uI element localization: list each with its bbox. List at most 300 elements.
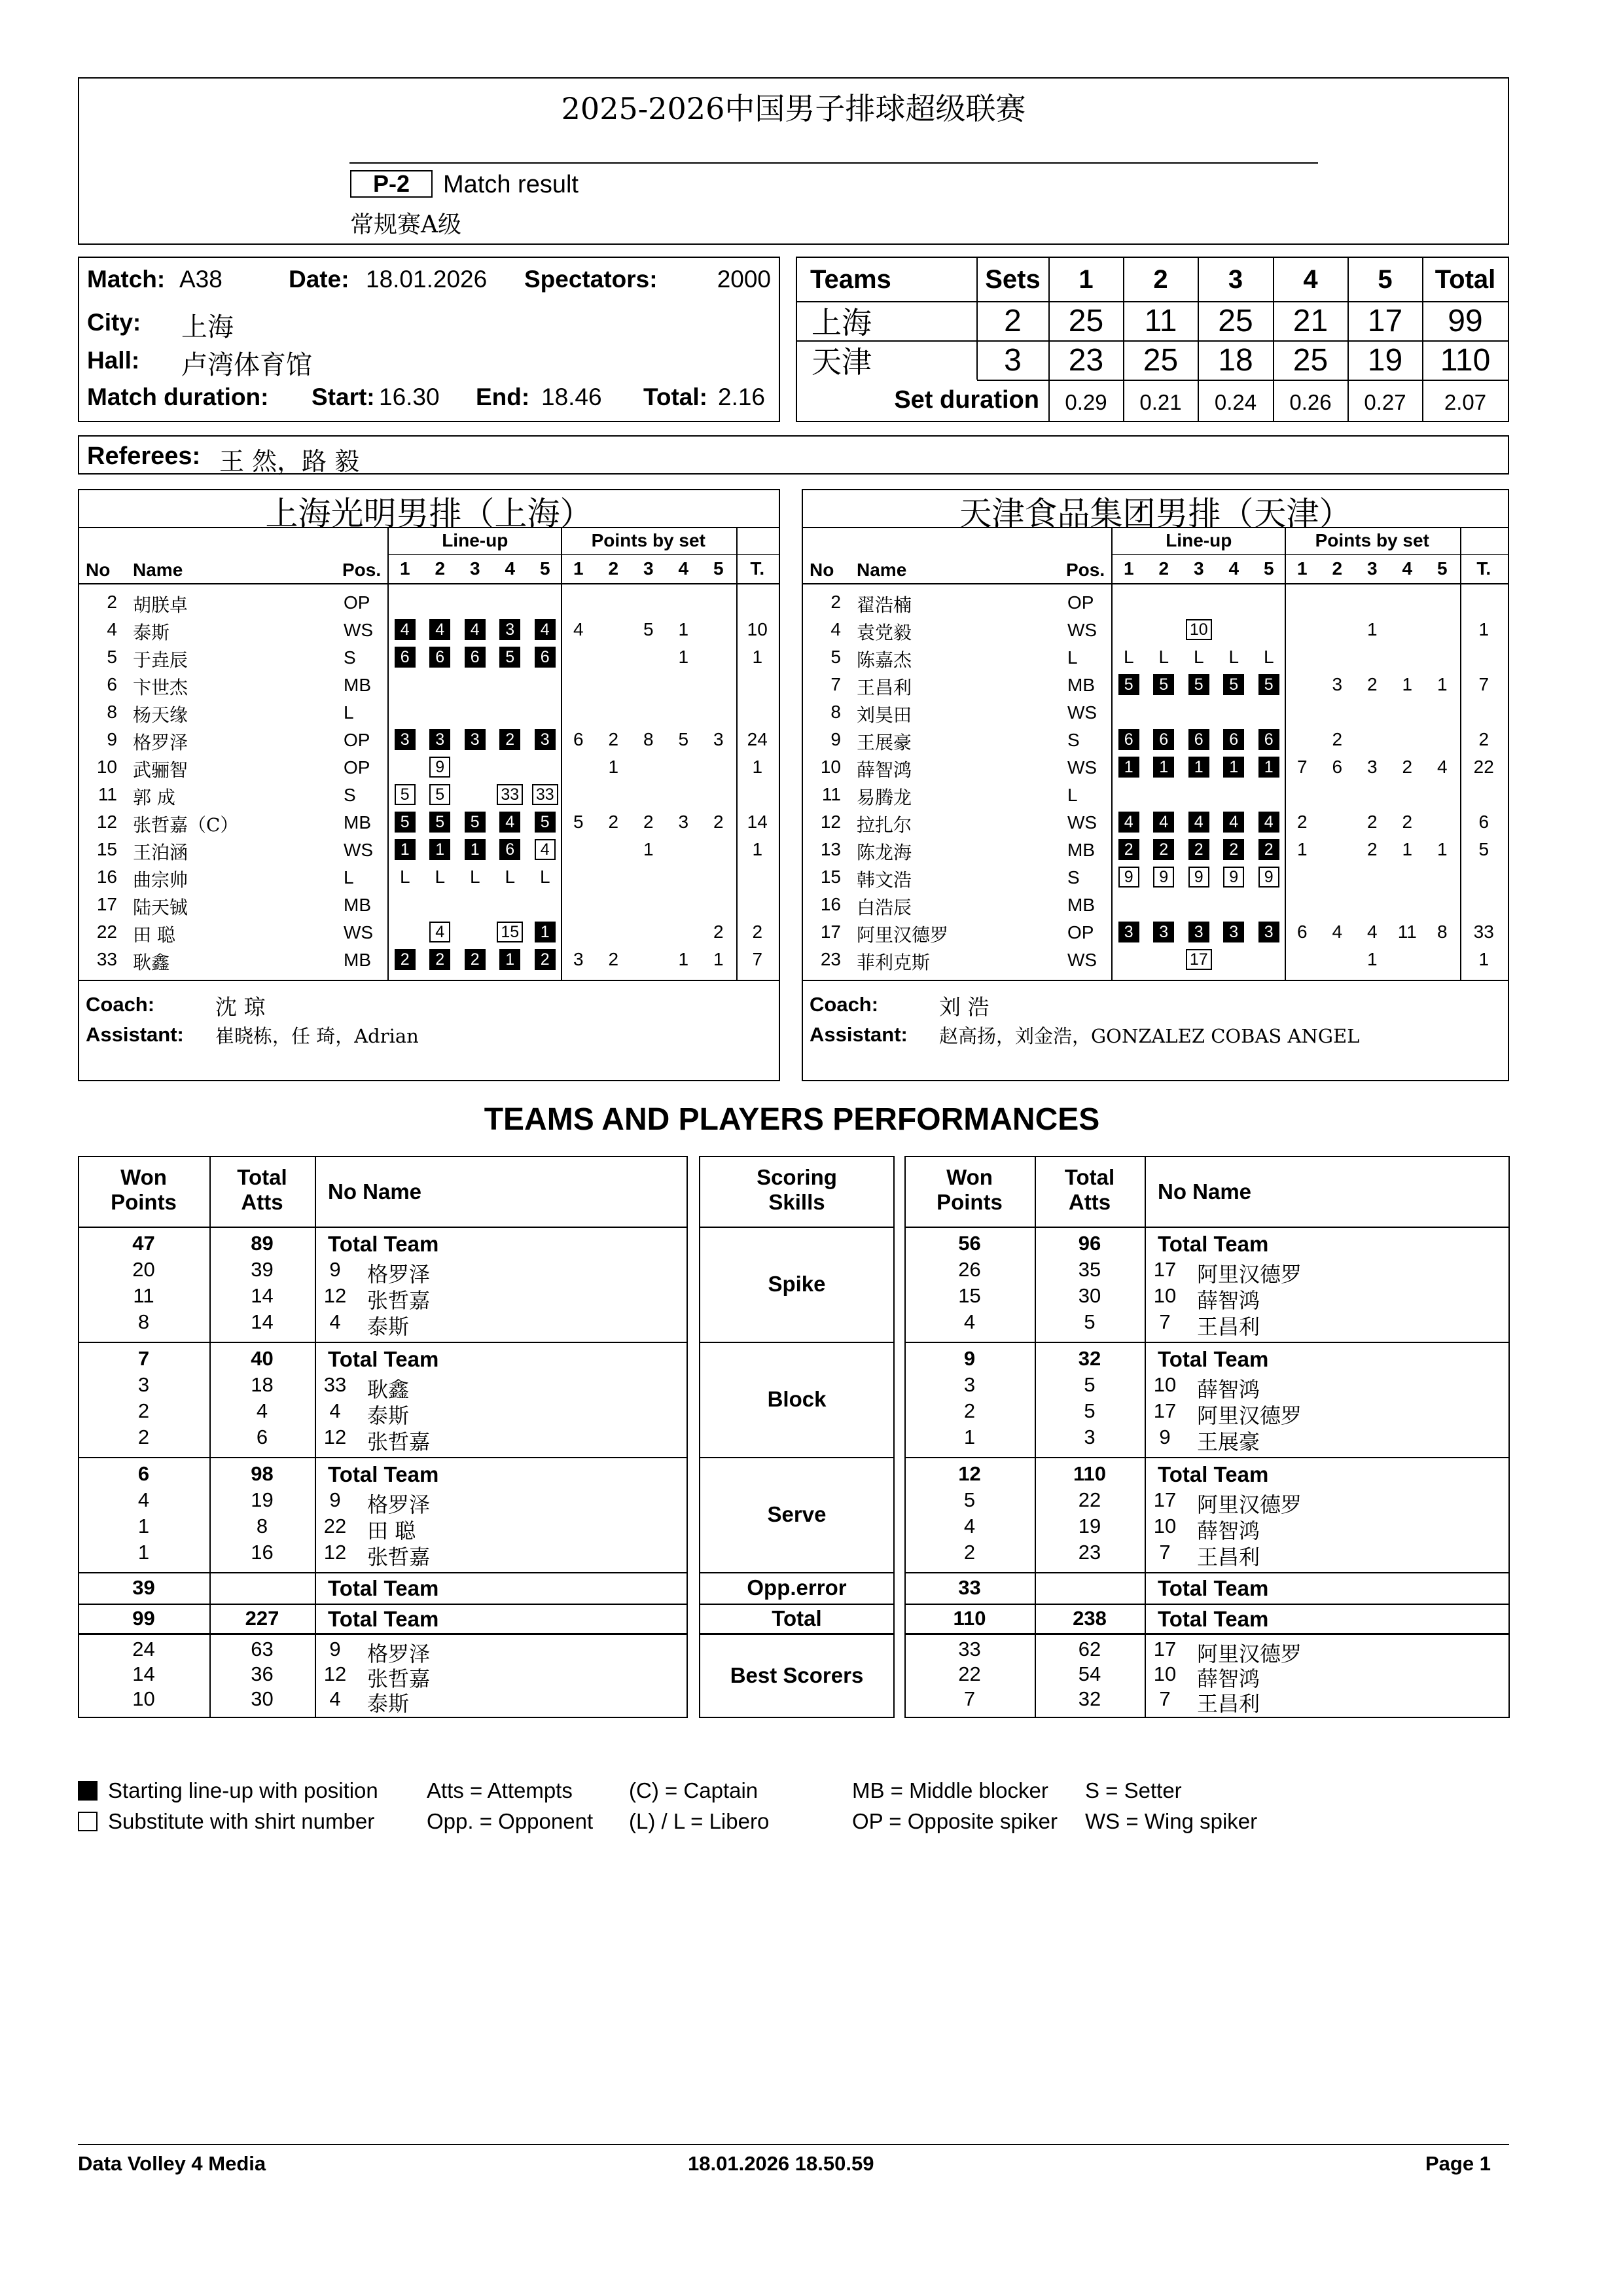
score-header-teams: Teams <box>810 264 891 294</box>
perf-rule <box>78 1457 688 1458</box>
set-duration-1: 0.29 <box>1065 390 1107 414</box>
player-pos: L <box>344 702 354 723</box>
lineup-starter-mark: 6 <box>395 647 416 668</box>
perf-player-atts: 4 <box>256 1399 268 1422</box>
player-name: 易腾龙 <box>857 787 912 808</box>
assistant-names: 赵高扬，刘金浩，GONZALEZ COBAS ANGEL <box>939 1025 1360 1047</box>
perf-player-won: 11 <box>133 1284 154 1307</box>
perf-player-no: 9 <box>329 1488 341 1511</box>
start-value: 16.30 <box>379 384 440 410</box>
legend-filled-square <box>78 1781 98 1801</box>
player-name: 武骊智 <box>133 759 188 781</box>
best-scorer-atts: 62 <box>1078 1638 1101 1660</box>
lineup-libero: L <box>539 867 550 887</box>
lineup-libero: L <box>1263 647 1274 667</box>
score-2-total: 110 <box>1440 342 1491 378</box>
player-pos: OP <box>344 757 370 778</box>
lineup-starter-mark: 5 <box>429 812 450 833</box>
lineup-starter-mark: 6 <box>1118 729 1139 750</box>
perf-col-noname-home: No Name <box>328 1179 422 1204</box>
doc-title: Match result <box>443 171 579 198</box>
player-set-points: 2 <box>643 812 654 832</box>
player-set-points: 6 <box>1296 922 1308 942</box>
lineup-header: Line-up <box>442 530 508 550</box>
lineup-sub-mark: 9 <box>1188 867 1209 888</box>
perf-player-name: 田 聪 <box>367 1518 416 1543</box>
player-no: 10 <box>820 757 841 777</box>
perf-total-label-away: Total Team <box>1158 1607 1269 1631</box>
perf-player-no: 4 <box>329 1399 341 1422</box>
footer-rule <box>78 2144 1509 2145</box>
perf-skill-spike: Spike <box>768 1272 826 1296</box>
player-set-points: 6 <box>573 729 584 749</box>
player-set-points: 3 <box>1332 674 1343 694</box>
set-duration-label: Set duration <box>894 386 1039 414</box>
player-set-points: 2 <box>1366 812 1378 832</box>
assistant-label: Assistant: <box>810 1023 908 1046</box>
perf-player-name: 阿里汉德罗 <box>1197 1403 1302 1428</box>
col-points-3: 3 <box>643 558 654 579</box>
perf-player-atts: 14 <box>251 1310 274 1333</box>
roster-team-name: 天津食品集团男排（天津） <box>959 495 1352 533</box>
referees-label: Referees: <box>87 442 201 470</box>
col-points-1: 1 <box>1296 558 1308 579</box>
best-scorer-no: 4 <box>329 1687 341 1710</box>
lineup-starter-mark: 1 <box>535 922 556 942</box>
best-scorer-won: 7 <box>963 1687 976 1710</box>
player-set-points: 1 <box>643 839 654 859</box>
lineup-starter-mark: 3 <box>1153 922 1174 942</box>
score-2-set5: 19 <box>1367 342 1403 378</box>
player-total: 2 <box>752 922 763 942</box>
lineup-starter-mark: 3 <box>1258 922 1279 942</box>
player-pos: L <box>1067 785 1078 805</box>
player-total: 7 <box>752 949 763 969</box>
lineup-libero: L <box>1123 647 1134 667</box>
lineup-sub-mark: 9 <box>429 757 450 778</box>
player-pos: WS <box>1067 702 1097 723</box>
roster-team-name: 上海光明男排（上海） <box>265 495 593 533</box>
footer-software: Data Volley 4 Media <box>78 2152 266 2175</box>
best-scorer-atts: 36 <box>251 1662 274 1685</box>
col-total: T. <box>750 558 765 579</box>
legend-opp: Opp. = Opponent <box>427 1809 594 1833</box>
perf-player-name: 阿里汉德罗 <box>1197 1492 1302 1517</box>
player-pos: S <box>1067 867 1080 888</box>
perf-player-atts: 16 <box>251 1541 274 1564</box>
col-total: T. <box>1476 558 1491 579</box>
player-set-points: 2 <box>608 729 619 749</box>
city-label: City: <box>87 309 141 336</box>
lineup-starter-mark: 1 <box>1223 757 1244 778</box>
coach-name: 刘 浩 <box>939 994 990 1020</box>
player-pos: WS <box>344 922 374 942</box>
player-name: 韩文浩 <box>857 869 912 891</box>
league-title: 2025-2026中国男子排球超级联赛 <box>561 91 1026 126</box>
lineup-sub-mark: 9 <box>1153 867 1174 888</box>
score-team-1: 上海 <box>812 305 872 340</box>
lineup-starter-mark: 6 <box>429 647 450 668</box>
match-value: A38 <box>179 266 223 293</box>
player-pos: OP <box>1067 922 1094 942</box>
best-scorer-name: 泰斯 <box>367 1691 410 1716</box>
player-name: 郭 成 <box>133 787 175 808</box>
perf-team-atts: 98 <box>251 1462 274 1485</box>
perf-player-atts: 22 <box>1078 1488 1101 1511</box>
score-sets-1: 2 <box>1004 303 1022 338</box>
best-scorer-name: 张哲嘉 <box>367 1666 431 1691</box>
perf-player-no: 9 <box>1159 1426 1171 1448</box>
perf-player-no: 9 <box>329 1258 341 1281</box>
player-total: 1 <box>752 757 763 777</box>
col-lineup-4: 4 <box>1228 558 1240 579</box>
player-no: 6 <box>107 674 117 694</box>
set-duration-2: 0.21 <box>1139 390 1182 414</box>
player-name: 翟浩楠 <box>857 594 912 616</box>
coach-label: Coach: <box>86 993 155 1016</box>
points-by-set-header: Points by set <box>591 530 705 550</box>
date-value: 18.01.2026 <box>366 266 488 293</box>
perf-team-won: 9 <box>963 1347 976 1370</box>
legend-s: S = Setter <box>1085 1778 1182 1803</box>
perf-opp-error: Opp.error <box>747 1575 847 1600</box>
perf-col-won-away: Won Points <box>936 1165 1003 1214</box>
player-set-points: 1 <box>678 619 689 639</box>
player-name: 杨天缘 <box>133 704 188 726</box>
lineup-header: Line-up <box>1166 530 1232 550</box>
best-scorer-won: 14 <box>132 1662 155 1685</box>
perf-total-won-home: 99 <box>132 1607 155 1630</box>
set-duration-total: 2.07 <box>1444 390 1487 414</box>
perf-player-atts: 3 <box>1084 1426 1096 1448</box>
player-total: 10 <box>747 619 768 639</box>
lineup-starter-mark: 2 <box>1188 839 1209 860</box>
perf-team-label: Total Team <box>1158 1232 1269 1256</box>
best-scorer-no: 9 <box>329 1638 341 1660</box>
perf-rule <box>904 1342 1510 1343</box>
player-set-points: 1 <box>1402 839 1413 859</box>
legend-atts: Atts = Attempts <box>427 1778 573 1803</box>
lineup-starter-mark: 4 <box>1118 812 1139 833</box>
spectators-label: Spectators: <box>524 266 658 293</box>
best-scorer-no: 17 <box>1153 1638 1177 1660</box>
perf-total-won-away: 110 <box>953 1607 986 1630</box>
lineup-sub-mark: 33 <box>497 784 523 805</box>
col-points-4: 4 <box>1402 558 1413 579</box>
player-no: 33 <box>96 949 117 969</box>
perf-team-won: 12 <box>958 1462 981 1485</box>
lineup-starter-mark: 6 <box>1188 729 1209 750</box>
player-name: 曲宗帅 <box>133 869 188 891</box>
lineup-starter-mark: 3 <box>1188 922 1209 942</box>
perf-player-name: 耿鑫 <box>367 1377 410 1402</box>
lineup-starter-mark: 3 <box>465 729 486 750</box>
perf-rule <box>78 1342 688 1343</box>
player-name: 阿里汉德罗 <box>857 924 949 946</box>
player-set-points: 2 <box>1402 757 1413 777</box>
set-duration-4: 0.26 <box>1289 390 1332 414</box>
lineup-starter-mark: 5 <box>1223 674 1244 695</box>
lineup-starter-mark: 4 <box>429 619 450 640</box>
player-set-points: 2 <box>713 812 724 832</box>
player-set-points: 5 <box>643 619 654 639</box>
perf-player-no: 4 <box>329 1310 341 1333</box>
footer-printed: 18.01.2026 18.50.59 <box>688 2152 874 2175</box>
col-points-2: 2 <box>1332 558 1343 579</box>
col-lineup-5: 5 <box>1263 558 1274 579</box>
perf-player-won: 2 <box>963 1399 976 1422</box>
perf-player-name: 张哲嘉 <box>367 1288 431 1313</box>
score-1-set2: 11 <box>1144 303 1177 338</box>
perf-total-atts-home: 227 <box>245 1607 279 1630</box>
perf-player-won: 1 <box>137 1541 150 1564</box>
perf-player-name: 王展豪 <box>1197 1429 1260 1454</box>
player-pos: OP <box>1067 592 1094 613</box>
lineup-sub-mark: 4 <box>535 839 556 860</box>
lineup-starter-mark: 1 <box>429 839 450 860</box>
col-points-2: 2 <box>608 558 619 579</box>
lineup-sub-mark: 4 <box>429 922 450 942</box>
perf-player-won: 1 <box>137 1515 150 1537</box>
lineup-starter-mark: 4 <box>395 619 416 640</box>
perf-player-atts: 19 <box>251 1488 274 1511</box>
lineup-sub-mark: 33 <box>532 784 558 805</box>
perf-skill-block: Block <box>767 1387 827 1411</box>
player-set-points: 2 <box>608 812 619 832</box>
perf-team-atts: 40 <box>251 1347 274 1370</box>
player-set-points: 1 <box>608 757 619 777</box>
lineup-starter-mark: 2 <box>395 949 416 970</box>
lineup-starter-mark: 6 <box>465 647 486 668</box>
perf-team-atts: 89 <box>251 1232 274 1255</box>
player-set-points: 1 <box>1366 619 1378 639</box>
col-lineup-5: 5 <box>539 558 550 579</box>
player-pos: OP <box>344 592 370 613</box>
player-set-points: 2 <box>713 922 724 942</box>
player-total: 24 <box>747 729 768 749</box>
player-no: 8 <box>107 702 117 722</box>
perf-team-atts: 110 <box>1073 1462 1106 1485</box>
lineup-starter-mark: 2 <box>1118 839 1139 860</box>
total-label: Total: <box>643 384 707 410</box>
perf-player-no: 12 <box>323 1284 347 1307</box>
player-name: 泰斯 <box>133 622 170 643</box>
player-set-points: 8 <box>643 729 654 749</box>
perf-team-label: Total Team <box>1158 1462 1269 1486</box>
lineup-starter-mark: 5 <box>1153 674 1174 695</box>
perf-player-atts: 23 <box>1078 1541 1101 1564</box>
perf-player-atts: 19 <box>1078 1515 1101 1537</box>
col-points-3: 3 <box>1366 558 1378 579</box>
hall-label: Hall: <box>87 347 140 374</box>
player-no: 13 <box>820 839 841 859</box>
player-no: 15 <box>820 867 841 887</box>
player-no: 7 <box>830 674 841 694</box>
col-pos: Pos. <box>1066 560 1105 580</box>
best-scorer-won: 10 <box>132 1687 155 1710</box>
lineup-starter-mark: 3 <box>499 619 520 640</box>
lineup-libero: L <box>435 867 446 887</box>
best-scorer-no: 10 <box>1153 1662 1177 1685</box>
duration-label: Match duration: <box>87 384 269 410</box>
perf-team-won: 7 <box>137 1347 150 1370</box>
score-2-set3: 18 <box>1218 342 1253 378</box>
player-no: 17 <box>96 894 117 914</box>
perf-player-won: 2 <box>963 1541 976 1564</box>
lineup-libero: L <box>1158 647 1169 667</box>
perf-col-noname-away: No Name <box>1158 1179 1252 1204</box>
perf-player-name: 泰斯 <box>367 1403 410 1428</box>
perf-player-atts: 18 <box>251 1373 274 1396</box>
perf-player-no: 10 <box>1153 1515 1177 1537</box>
col-points-5: 5 <box>713 558 724 579</box>
legend-op: OP = Opposite spiker <box>852 1809 1058 1833</box>
col-name: Name <box>133 560 183 580</box>
perf-rule <box>904 1227 1510 1228</box>
phase: 常规赛A级 <box>350 211 461 238</box>
player-total: 14 <box>747 812 768 832</box>
perf-player-atts: 6 <box>256 1426 268 1448</box>
perf-player-won: 26 <box>958 1258 981 1281</box>
lineup-starter-mark: 3 <box>535 729 556 750</box>
date-label: Date: <box>289 266 349 293</box>
perf-player-atts: 5 <box>1084 1399 1096 1422</box>
col-no: No <box>810 560 834 580</box>
perf-player-atts: 8 <box>256 1515 268 1537</box>
player-pos: MB <box>344 812 371 833</box>
lineup-libero: L <box>469 867 480 887</box>
player-name: 陆天铖 <box>133 897 188 918</box>
score-sets-2: 3 <box>1004 342 1022 378</box>
lineup-libero: L <box>399 867 410 887</box>
player-set-points: 4 <box>1436 757 1448 777</box>
player-total: 5 <box>1478 839 1489 859</box>
perf-player-name: 薛智鸿 <box>1197 1377 1260 1402</box>
perf-player-won: 1 <box>963 1426 976 1448</box>
lineup-starter-mark: 2 <box>1258 839 1279 860</box>
city-value: 上海 <box>181 312 234 342</box>
lineup-libero: L <box>505 867 516 887</box>
legend-substitute: Substitute with shirt number <box>108 1809 375 1833</box>
player-no: 9 <box>107 729 117 749</box>
perf-team-atts: 32 <box>1078 1347 1101 1370</box>
lineup-libero: L <box>1228 647 1240 667</box>
player-set-points: 1 <box>1402 674 1413 694</box>
player-name: 张哲嘉（C） <box>133 814 239 836</box>
player-total: 1 <box>1478 949 1489 969</box>
player-pos: MB <box>344 675 371 695</box>
player-pos: MB <box>344 895 371 915</box>
player-set-points: 11 <box>1397 922 1417 942</box>
perf-team-label: Total Team <box>328 1347 439 1371</box>
score-2-set4: 25 <box>1293 342 1329 378</box>
col-lineup-1: 1 <box>399 558 410 579</box>
perf-player-name: 格罗泽 <box>367 1262 431 1287</box>
perf-player-won: 4 <box>963 1515 976 1537</box>
perf-player-atts: 35 <box>1078 1258 1101 1281</box>
perf-player-no: 17 <box>1153 1488 1177 1511</box>
perf-opp-error-label-away: Total Team <box>1158 1576 1269 1600</box>
legend-ws: WS = Wing spiker <box>1085 1809 1258 1833</box>
lineup-starter-mark: 5 <box>499 647 520 668</box>
player-total: 1 <box>752 647 763 667</box>
player-pos: OP <box>344 730 370 750</box>
player-no: 5 <box>107 647 117 667</box>
perf-player-won: 3 <box>137 1373 150 1396</box>
set-duration-3: 0.24 <box>1214 390 1257 414</box>
player-set-points: 2 <box>608 949 619 969</box>
player-no: 17 <box>820 922 841 942</box>
player-set-points: 1 <box>713 949 724 969</box>
col-lineup-3: 3 <box>469 558 480 579</box>
perf-player-atts: 14 <box>251 1284 274 1307</box>
perf-player-atts: 5 <box>1084 1373 1096 1396</box>
lineup-starter-mark: 4 <box>465 619 486 640</box>
lineup-starter-mark: 5 <box>1188 674 1209 695</box>
lineup-libero: L <box>1193 647 1204 667</box>
col-points-1: 1 <box>573 558 584 579</box>
lineup-starter-mark: 5 <box>535 812 556 833</box>
player-pos: L <box>1067 647 1078 668</box>
start-label: Start: <box>312 384 375 410</box>
lineup-sub-mark: 9 <box>1258 867 1279 888</box>
perf-player-atts: 30 <box>1078 1284 1101 1307</box>
player-total: 7 <box>1478 674 1489 694</box>
perf-player-won: 5 <box>963 1488 976 1511</box>
player-name: 王昌利 <box>857 677 912 698</box>
player-pos: S <box>344 785 356 805</box>
best-scorer-won: 33 <box>958 1638 981 1660</box>
perf-col-won-home: Won Points <box>111 1165 177 1214</box>
perf-player-won: 15 <box>958 1284 981 1307</box>
player-no: 10 <box>96 757 117 777</box>
lineup-starter-mark: 2 <box>429 949 450 970</box>
doc-code: P-2 <box>350 170 433 198</box>
player-pos: WS <box>1067 812 1097 833</box>
player-pos: WS <box>1067 620 1097 640</box>
player-pos: MB <box>1067 840 1095 860</box>
end-label: End: <box>476 384 530 410</box>
player-set-points: 1 <box>1366 949 1378 969</box>
score-header-sets: Sets <box>985 264 1041 294</box>
perf-player-won: 4 <box>963 1310 976 1333</box>
player-no: 15 <box>96 839 117 859</box>
player-name: 格罗泽 <box>133 732 188 753</box>
lineup-starter-mark: 1 <box>1118 757 1139 778</box>
lineup-starter-mark: 2 <box>499 729 520 750</box>
lineup-starter-mark: 3 <box>1223 922 1244 942</box>
player-no: 5 <box>830 647 841 667</box>
player-name: 陈嘉杰 <box>857 649 912 671</box>
col-no: No <box>86 560 111 580</box>
player-name: 菲利克斯 <box>857 952 931 973</box>
perf-col-atts-home: Total Atts <box>237 1165 287 1214</box>
lineup-starter-mark: 2 <box>1223 839 1244 860</box>
perf-player-atts: 39 <box>251 1258 274 1281</box>
perf-rule <box>78 1227 688 1228</box>
col-lineup-2: 2 <box>1158 558 1169 579</box>
lineup-starter-mark: 5 <box>395 812 416 833</box>
perf-player-no: 7 <box>1159 1541 1171 1564</box>
coach-name: 沈 琼 <box>215 994 266 1020</box>
lineup-starter-mark: 4 <box>499 812 520 833</box>
best-scorer-atts: 54 <box>1078 1662 1101 1685</box>
player-total: 1 <box>1478 619 1489 639</box>
player-set-points: 2 <box>1366 674 1378 694</box>
player-name: 耿鑫 <box>133 952 170 973</box>
lineup-starter-mark: 2 <box>535 949 556 970</box>
performance-title: TEAMS AND PLAYERS PERFORMANCES <box>484 1102 1100 1137</box>
